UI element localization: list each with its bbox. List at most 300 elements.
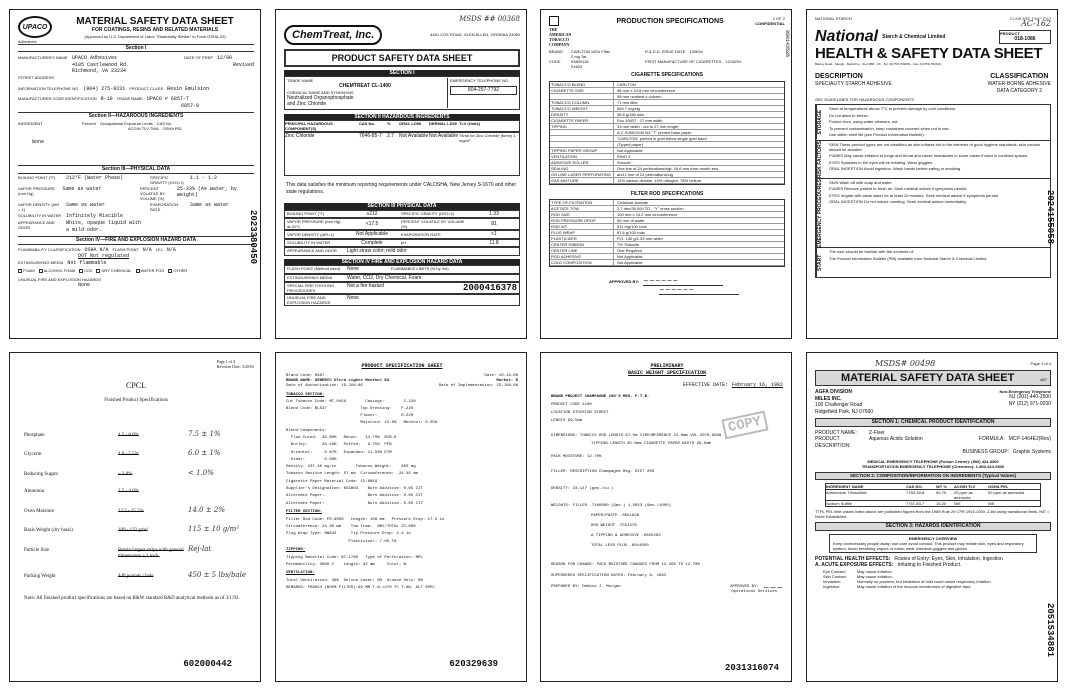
section-line: Protect from, using water cleaners, not. [829, 119, 899, 124]
spec-value: 911 mg/100 rods [617, 224, 647, 229]
product-name-value: Z-Fixer [869, 429, 885, 436]
preliminary-label: PRELIMINARY [650, 363, 684, 369]
approval-note: (Approved by U.S. Department of Labor "Essentially Similar" to Form OSHA-20) [84, 33, 226, 39]
spec-line: Filter Rod Code: FR-9058 Length: 108 mm Pressure Drop: 17.5 in [286, 517, 445, 522]
trade-name-label: TRADE NAME [287, 78, 314, 83]
spec-value: Not Applicable [617, 254, 643, 259]
date-label: DATE OF PREP [184, 55, 214, 60]
document-barcode-number: 2023380450 [248, 210, 258, 265]
spec-label: DENSITY [550, 112, 614, 117]
field-value: Same as water [66, 201, 106, 208]
effect-value: May cause irritation. [857, 568, 893, 574]
field-value: <1 [491, 231, 497, 237]
unusual-hazards-label: UNUSUAL FIRE AND EXPLOSION HAZARDS [18, 277, 101, 282]
composition-footnote: TTPL PEL limit values listed above are published figures from the 1989 Rule 29 CFR 1910.1000. Z-list using transitional limits. N/E = None Established. [815, 509, 1050, 519]
product-label: PRODUCT [1000, 31, 1020, 37]
field-label: SPECIFIC GRAVITY (H2O=1) [150, 174, 184, 185]
section-1-heading: SECTION 1: CHEMICAL PRODUCT IDENTIFICATION [815, 418, 1051, 427]
spec-value: 4.5 - 8.0% [118, 432, 139, 438]
field-label: BOILING POINT (°F) [18, 174, 56, 180]
section-line: ORAL INGESTION Do not induce vomiting. Seek medical advice immediately. [829, 199, 967, 205]
document-title: PRODUCT SAFETY DATA SHEET [284, 49, 520, 67]
document-cpcl-specifications[interactable] [9, 352, 261, 682]
filler-line: FILLER: DESCRIPTION Champagne Reg. DIET 206 [551, 469, 655, 474]
transport-emergency: TRANSPORTATION EMERGENCY TELEPHONE (Chemtrec): 1-800-424-9300 [861, 463, 1005, 469]
spec-line: Oriental: 0.87% Expanded: 11.03% ETM [286, 450, 392, 455]
section-body [826, 141, 1050, 178]
spec-value: 12.5 - 15.5% [118, 508, 144, 514]
chemtreat-logo: ChemTreat, Inc. [284, 25, 382, 45]
flammability-dot: DOT Not regulated [78, 253, 130, 259]
unusual-hazards-value: None [347, 295, 359, 301]
flammability-label: FLAMMABILITY CLASSIFICATION [18, 246, 81, 252]
column-header: CAS NO. [906, 484, 923, 489]
table-cell: 50-70 [936, 490, 947, 495]
effect-label: Ingestion: [823, 583, 841, 589]
spec-label: CENTER LINE [550, 248, 614, 253]
company-address: Blaney Road - Slough - Berkshire - SL2 4BR - UK - Tel: (01753) 533681 - Fax: (01753) 533619 [815, 62, 941, 66]
table-row [18, 470, 254, 479]
spec-label: TOBACCO WEIGHT [550, 106, 614, 111]
checkbox-icon [18, 269, 22, 273]
field-label: VAPOR PRESSURE (mm Hg) [18, 185, 55, 196]
table-row [18, 546, 254, 561]
section-side-label: EMERGENCY PROCEDURES [816, 179, 826, 248]
document-health-safety-data-sheet[interactable] [806, 9, 1058, 339]
spec-value: One line of 24 perforations/cigt, 16.6 mm from mouth end [617, 165, 719, 171]
spec-value: Smooth [617, 159, 631, 165]
table-row [284, 218, 520, 230]
spec-line: Flavor: R-220 [286, 414, 414, 419]
unusual-hazards-value: None [78, 282, 91, 288]
weight-line: A TIPPING & ADHESIVE .0655283 [591, 533, 661, 538]
document-upaco-msds[interactable] [9, 9, 261, 339]
spec-label: TOBACCO COLUMN [550, 100, 614, 105]
section-line: Store at temperatures above 7°C to prevent damage by cold conditions. [829, 106, 957, 111]
list-item [823, 584, 1051, 589]
spec-value: "CARLTON" printed in gold below single gold band [617, 135, 707, 141]
spec-label [550, 130, 614, 135]
document-barcode-number: 2024155058 [1045, 190, 1055, 245]
flash-point-value: None [347, 266, 359, 272]
spec-value: CARLTON [617, 81, 636, 87]
flammability-osha: OSHA N/A [84, 246, 109, 253]
table-row [284, 230, 520, 239]
table-row [18, 186, 254, 201]
media-label: CO2 [84, 268, 93, 273]
spec-value: Cellulose Acetate [617, 200, 648, 205]
column-header: TLV (Units) [459, 121, 481, 126]
brand-line: BRAND PROJECT CHAMPAGNE 100'S REG. F.T.B. [551, 394, 650, 399]
approval-signature: ~~~ [762, 582, 783, 592]
spec-label: TIPPING PAPER GROUP [550, 148, 614, 153]
table-row [18, 213, 254, 220]
section-line: SKIN These product types are not classified as skin irritants but in the interests of good hygiene standards, skin contact should be avoided. [829, 141, 1040, 152]
document-barcode-number: 2000416378 [462, 283, 517, 293]
spec-label: VENTILATION [550, 154, 614, 159]
spec-value: and 1 line of 24 perforations/cig [617, 171, 673, 177]
section-line: SKIN Wash off with soap and water. [829, 179, 893, 185]
document-barcode-number: 602000442 [183, 659, 232, 669]
company-line: MILES INC. [815, 395, 842, 402]
spec-label: TIPPING [550, 124, 614, 129]
section-2-heading: SECTION 2: COMPOSITION/INFORMATION ON INGREDIENTS (Typical Values) [815, 472, 1051, 481]
chemical-name-label: CHEMICAL NAME AND SYNONYMS [287, 89, 354, 95]
page-number: 1 OF 2 [772, 16, 785, 21]
ingredient-tlv: 75mb for Zinc Chloride (fume) 1 mg/m³ [459, 133, 516, 143]
density-line: DENSITY: 23.11? (gms./cu.) [551, 486, 614, 491]
product-code-line: PRODUCT CODE 1100 [551, 402, 592, 407]
overview-heading: EMERGENCY OVERVIEW [908, 535, 958, 541]
department: Operations Services [731, 589, 777, 594]
table-row [18, 202, 254, 212]
american-tobacco-logo: THE AMERICAN TOBACCO COMPANY [549, 16, 585, 47]
section-block [815, 248, 1051, 278]
media-option [96, 268, 131, 273]
field-label: EVAPORATION RATE [401, 231, 441, 237]
product-name-label: PRODUCT NAME: [815, 429, 857, 436]
spec-line: Other: 0.00% [286, 457, 337, 462]
spec-label: TYPE OF FILTRATION [550, 200, 614, 205]
national-logo: National [815, 28, 879, 45]
code-value: R-10 [100, 96, 113, 102]
field-value: 1.33 [489, 210, 499, 217]
classification-category: DATA CATEGORY 2 [996, 87, 1043, 94]
section-3-heading: SECTION III PHYSICAL DATA [284, 203, 520, 210]
field-value: Not Applicable [356, 231, 388, 237]
field-label: VAPOR PRESSURE (mm Hg) at 20°C [287, 219, 341, 229]
section-1-heading: Section I [125, 44, 147, 51]
document-product-specification-sheet[interactable] [275, 352, 527, 682]
extinguishing-value: Not flammable [67, 259, 107, 266]
spec-value: 2.7 den/35,000 TD - "Y" cross section [617, 206, 684, 211]
section-line: FUMES May cause irritation to lungs and throat and cause headaches in some cases if used in confined spaces. [829, 153, 1029, 158]
spec-value: 12% carbon dioxide, 10% nitrogen, 78% helium [617, 177, 702, 183]
handwritten-code: AC-162 [1021, 19, 1051, 28]
field-label: PERCENT VOLATILE BY VOLUME (%) [139, 185, 166, 201]
length-line: LENGTH 99.5mm [551, 418, 583, 423]
column-header: ACGIH TLV-TWA [128, 125, 159, 131]
spec-value: RING 3 [617, 153, 631, 159]
spec-label: Ammonia [24, 489, 44, 494]
effect-value: May cause irritation of the mucous membranes of digestive tract. [857, 583, 972, 589]
spec-line: Total Ventilation: 49% Online Laser: 0% Groove Only: 0% [286, 578, 423, 583]
document-title: PRODUCT SPECIFICATION SHEET [361, 363, 443, 369]
spec-label: Reducing Sugars [24, 471, 59, 477]
special-procedures-value: Not a fire hazard [347, 283, 384, 289]
brand-label: BRAND [549, 49, 564, 54]
trade-name-label: TRADE NAME [116, 96, 143, 101]
spec-value: A.C.S260/2040 N3-"T" printed base paper [617, 129, 692, 135]
field-value: 81 [491, 220, 497, 227]
section-4-heading: Section IV—FIRE AND EXPLOSION HAZARD DATA [75, 237, 197, 243]
supersedes-line: SUPERSEDES SPECIFICATION DATED: February 8, 1982 [551, 573, 667, 578]
document-basic-weight-specification[interactable] [540, 352, 792, 682]
field-label: VAPOR DENSITY (AIR = 1) [18, 201, 60, 212]
media-option [136, 268, 165, 273]
location-line: LOCATION STOCKTON STREET [551, 410, 609, 415]
flammable-limits-label: FLAMMABLE LIMITS (% by Vol) [391, 266, 449, 271]
health-effects-label: POTENTIAL HEALTH EFFECTS: [815, 555, 891, 562]
brand-code: Brand Code: 0687 [286, 373, 325, 378]
ingredient-cas: 7646-85-7 [359, 133, 382, 139]
spec-line: Alternate Paper: Burn Additive: 0.65 CIT [286, 494, 423, 499]
spec-label: ROD ADHESIVE [550, 254, 614, 259]
media-label: DRY CHEMICAL [101, 268, 132, 273]
table-row [18, 175, 254, 185]
spec-label: COLD COMPOSITION [550, 260, 614, 265]
section-line: The user should be familiar with the contents of: [829, 249, 914, 255]
document-agfa-msds[interactable] [806, 352, 1058, 682]
lel-label: LEL [155, 246, 163, 252]
column-header: DERMAL LD50 [429, 121, 457, 126]
field-label: EVAPORATION RATE [150, 201, 179, 212]
checkbox-icon [136, 269, 140, 273]
section-body [826, 105, 1050, 140]
field-value: Infinitely Miscible [66, 212, 124, 219]
page-number: Page 1 of 4 [216, 359, 235, 364]
ingredient-label: INGREDIENT [18, 120, 43, 126]
business-group-label: BUSINESS GROUP: [962, 449, 1009, 455]
document-barcode-number: 2031316074 [724, 663, 779, 673]
ingredient-name: Zinc Chloride [285, 133, 315, 139]
section-block [815, 141, 1051, 179]
table-row [18, 489, 254, 496]
msds-stamp: MSDS# 00498 [875, 359, 936, 368]
spec-value: 36.8 g/160 mils [617, 111, 645, 117]
table-row [550, 260, 784, 266]
document-title: HEALTH & SAFETY DATA SHEET [815, 45, 1043, 62]
spec-line: TIPPING: [286, 547, 306, 552]
handwritten-value: 14.0 ± 2% [188, 505, 226, 514]
field-label: PERCENT VOLATILE BY VOLUME (%) [401, 219, 465, 229]
brand-name: BRAND NAME: GENERIC Ultra Lights Menthol KS [286, 378, 390, 383]
spec-label: ADHESIVE ROLLER [550, 160, 614, 165]
spec-label: CIGARETTE PAPER [550, 118, 614, 123]
checkbox-icon [39, 269, 43, 273]
spec-line: Supplier's Designation: KS3803 Burn Additive: 0.65 CIT [286, 487, 423, 492]
handwritten-value: 450 ± 5 lbs/bale [188, 570, 247, 579]
section-line: FUMES Remove patient to fresh air. Seek medical advice if symptoms persist. [829, 186, 968, 192]
spec-value: Retain largest strips with general dimensions ≥ 1 inch. [118, 547, 184, 559]
table-cell: N/E [954, 501, 961, 506]
document-subtitle: FOR COATINGS, RESINS AND RELATED MATERIALS [91, 27, 219, 33]
chemical-name-line: and Zinc Chloride [287, 101, 327, 107]
spec-value: ~ 3.0% [118, 471, 133, 477]
table-row [825, 490, 1041, 501]
spec-value: 109 - 132 g/m² [118, 528, 148, 533]
field-label: SPECIFIC GRAVITY (H2O=1) [401, 211, 455, 217]
msds-stamp: MSDS ## 00368 [459, 15, 520, 23]
table-cell: 10-20 [936, 501, 947, 506]
field-label: SOLUBILITY IN WATER [287, 240, 331, 246]
spec-label: Glycerin [24, 452, 42, 457]
issue-date-value: 10/5/94 [689, 49, 703, 54]
field-value: Complete [361, 239, 383, 246]
spec-label: Particle Size [24, 547, 50, 553]
product-code: 018-1086 [1014, 36, 1036, 43]
description-value: SPECIALITY STARCH ADHESIVE [815, 81, 892, 87]
company-address: 4461 COX ROAD, GLEN ALLEN, VIRGINIA 23060 [430, 32, 520, 37]
ingredients-none: None [32, 138, 45, 145]
effect-label: Skin Contact: [823, 573, 847, 579]
section-1-heading: SECTION I [284, 70, 520, 77]
effect-value: Normally no problem, but inhalation of mist could cause respiratory irritation. [857, 578, 992, 584]
table-row [284, 239, 520, 248]
spec-line: Blend Code: BLS37 Top Dressing: F-220 [286, 406, 414, 411]
field-label: SOLUBILITY IN WATER [18, 212, 62, 218]
field-value: Same as water [190, 201, 230, 208]
table-row [18, 431, 254, 440]
section-side-label: STORAGE [816, 105, 826, 140]
approval-signature: ~~~~~~ [659, 286, 739, 295]
phone-number: NY (212) 971-0200 [1008, 400, 1051, 407]
ingredient-percent: 2.7 [387, 133, 394, 139]
business-group-value: Graphic Systems [1012, 449, 1051, 455]
section-4-heading: SECTION IV FIRE AND EXPLOSION HAZARD DATA [284, 259, 520, 266]
manufacturer-line: Richmond, VA 23234 [72, 68, 127, 74]
tipping-line: TIPPING LENGTH 35.0mm CIGARETTE PAPER WIDTH 26.5mm [591, 441, 712, 446]
media-label: OTHER [173, 268, 188, 273]
appearance-label: APPEARANCE AND ODOR [287, 248, 337, 253]
document-title: MATERIAL SAFETY DATA SHEET [840, 372, 1015, 384]
document-chemtreat-psds[interactable] [275, 9, 527, 339]
media-option [168, 268, 187, 273]
section-side-label: START [816, 248, 826, 277]
brand-tar: 2 mg Tar [571, 54, 587, 59]
field-value: Same as water [62, 185, 102, 192]
spec-line: Blend Components: [286, 428, 327, 433]
spec-date: Date: 10-14-86 [484, 373, 518, 378]
spec-value: 2.5 - 4.0% [118, 489, 139, 494]
spec-line: REMARKS: FR9054 (BOEM FILTER):99 MM T.N.=470 TC T.A%, ALT SPEC [286, 586, 435, 591]
spec-line: Burley: 28.16% Puffed: 9.75% PFB [286, 443, 392, 448]
spec-value: 71 mm filter [617, 99, 638, 105]
spec-label: ROD SIZE [550, 212, 614, 217]
first-manufacture-value: 12/15/94 [725, 59, 741, 64]
issue-date-label: R.& D.D. ISSUE DATE [645, 49, 686, 54]
document-title: PRODUCTION SPECIFICATIONS [616, 18, 724, 25]
specifications-note: Note: All finished product specifications are based on R&W standard R&D analytical methods as of 3/1/92. [24, 596, 240, 601]
field-value: White, opaque liquid with a mild odor. [66, 220, 142, 233]
spec-line: Permeability: 3000 C Length: 32 mm Color: W [286, 562, 407, 567]
regulatory-statement: This data satisfies the minimum reporting requirements under CALOSHA, New Jersey S-1670 and other state regulations. [286, 182, 517, 195]
company-line: 100 Challenger Road [815, 402, 863, 408]
classification-label: CLASSIFICATION [990, 73, 1049, 80]
spec-label: CIGARETTE SIZE [550, 88, 614, 93]
spec-value: Not Applicable [617, 147, 643, 153]
ingredient-oral-ld50: Not Available [399, 133, 429, 139]
product-class-label: PRODUCT CLASS [129, 85, 164, 91]
media-option [18, 268, 35, 273]
flash-point-value: N/A [142, 246, 152, 253]
checkbox-icon [168, 269, 172, 273]
address-label: STREET ADDRESS [18, 74, 54, 80]
section-line: To prevent contamination, keep containers covered when not in use. [829, 125, 950, 131]
section-body [826, 248, 1050, 277]
field-value: 25-33% (As water, by weight) [176, 185, 237, 198]
field-label: pH [401, 240, 407, 246]
handwritten-value: Rej-lat [188, 544, 212, 553]
spec-value: 98 mm nominal x column [617, 93, 662, 99]
spec-line: Flue Cured: 38.60% Recon: 14.70% RCB-H [286, 435, 397, 440]
phone-value: (804) 275-9231 [83, 85, 126, 92]
spec-line: VENTILATION: [286, 570, 315, 575]
manufacturer-label: MANUFACTURER'S NAME [18, 55, 68, 60]
document-production-specifications[interactable] [540, 9, 792, 339]
media-label: ALCOHOL FOAM [43, 268, 76, 273]
description-label: DESCRIPTION [815, 73, 863, 80]
document-title: MATERIAL SAFETY DATA SHEET [76, 16, 234, 27]
dimensions-line: DIMENSIONS: TOBACCO ROD LENGTH 67.0m CIRCUMFERENCE 24.8mm VOL 3070.9838 [551, 433, 722, 438]
spec-line: Density: 237.40 mg/cc Tobacco Weight: 650 mg [286, 465, 416, 470]
section-3-heading: Section III—PHYSICAL DATA [101, 166, 171, 172]
spec-line: Plasticizer: 7.0% TA [286, 539, 397, 544]
spec-line: Alternate Paper: Burn Additive: 0.65 CIT [286, 501, 423, 506]
handwritten-date: 12/98 HW 1997 P.03 [1009, 16, 1051, 21]
phone-label: Non-Emergency Telephone [999, 389, 1051, 394]
spec-value: 7% Triacetin [617, 242, 640, 247]
spec-label: ACETATE TOW [550, 206, 614, 211]
spec-line: Plug Wrap Type: NW842 Tip Pressure Drop: 4.4 in [286, 532, 411, 537]
table-row [825, 501, 1041, 507]
spec-label: PLUG WRAP [550, 230, 614, 235]
spec-value: 100 mm x 24.2 mm circumference [617, 212, 678, 217]
product-description-value: Aqueous Acidic Solution [869, 436, 923, 442]
field-value: 11.8 [489, 239, 499, 246]
code-label: MANUFACTURER CODE IDENTIFICATION [18, 96, 97, 101]
column-header: % [387, 121, 391, 126]
tobacco-section-heading: TOBACCO SECTION: [286, 392, 325, 397]
spec-label [550, 136, 614, 141]
table-cell: 50 ppm as ammonia [988, 490, 1025, 495]
first-manufacture-label: FIRST MANUFACTURE OF CIGARETTES [645, 59, 722, 64]
pack-moisture-line: PACK MOISTURE: 12.70% [551, 454, 602, 459]
flash-point-label: FLASH POINT (Method used) [287, 266, 341, 271]
reason-line: REASON FOR CHANGE: PACK MOISTURE CHANGES FROM 12.45% TO 12.70% [551, 562, 700, 567]
weight-line: WEIGHTS: FILLER .7106000 (Gms.) 1.5653 (Gms./1000) [551, 503, 672, 508]
ingredient-dermal-ld50: Not Available [429, 133, 459, 139]
table-row [18, 526, 254, 535]
weight-line: ROD WEIGHT .7551478 [591, 523, 637, 528]
approved-by-label: APPROVED BY: [730, 584, 759, 589]
spec-value: 664.7 mg/cig [617, 105, 640, 111]
table-row [284, 210, 520, 219]
column-header: Percent [82, 120, 96, 126]
spec-label: ROD WT. [550, 224, 614, 229]
overview-text: Keep unnecessary people away; use care avoid contact. This product may irritate skin, eyes and respiratory system. Avoid breathing vapors or mists; wear chemical goggles and gloves. [833, 540, 1024, 551]
trade-name-value: UPACO # 6857-T [146, 96, 189, 102]
section-line: The Product Information Bulletin (PIB) available from National Starch & Chemical Limited. [829, 255, 988, 261]
approval-signature: ~~~~~~ [643, 277, 723, 286]
handwritten-value: 115 ± 10 g/m² [188, 525, 240, 533]
weight-line: PAPER/PASTE .0651928 [591, 513, 640, 518]
spec-label: CENTER RIBBON [550, 242, 614, 247]
spec-line: Circumference: 24.30 mm Tow Item: 8MY/TOTAL 37,000 [286, 524, 416, 529]
document-number: #67 [1040, 377, 1047, 382]
prepared-by: PREPARED BY: Debbie J. Morgan [551, 584, 621, 589]
handwritten-value: < 1.0% [188, 468, 214, 477]
table-cell: 7757-83-7 [906, 501, 925, 506]
spec-line: FILTER SECTION: [286, 509, 323, 514]
checkbox-icon [96, 269, 100, 273]
effect-label: Inhalation: [823, 578, 842, 584]
revised-note: Revised [232, 61, 254, 68]
code-alt: 01603 [571, 64, 583, 69]
brand-subtitle: Starch & Chemical Limited [882, 33, 946, 40]
spec-value: Eco 1060T - 27 mm width [617, 117, 663, 123]
field-value: ≥212 [366, 210, 378, 217]
